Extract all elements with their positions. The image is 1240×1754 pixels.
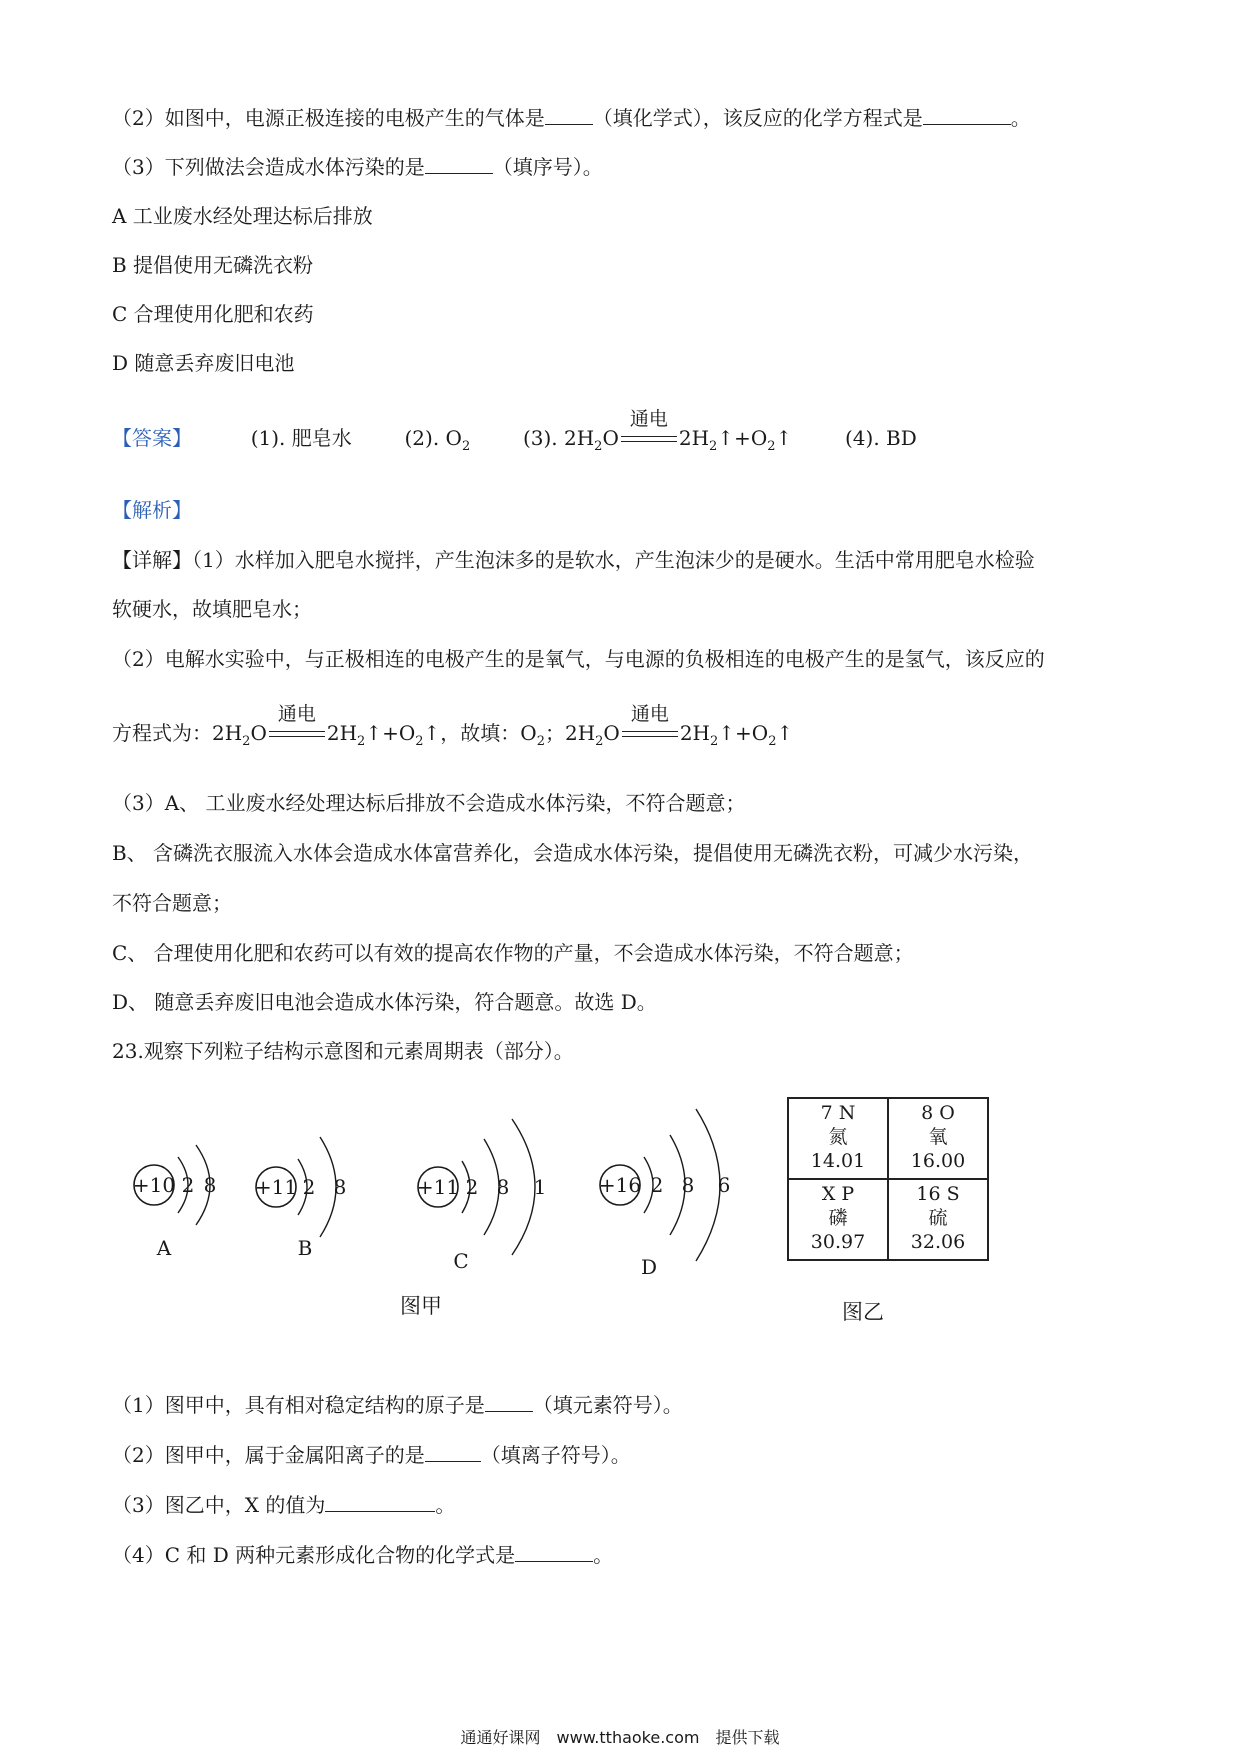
analysis-detail-1: 【详解】（1）水样加入肥皂水搅拌，产生泡沫多的是软水，产生泡沫少的是硬水。生活中常用肥皂水检验 bbox=[112, 548, 1035, 572]
page-footer: 通通好课网 www.tthaoke.com 提供下载 bbox=[460, 1728, 780, 1747]
answer-tag: 【答案】 bbox=[112, 426, 192, 450]
figure-2-caption: 图乙 bbox=[842, 1300, 884, 1324]
answer-blank[interactable] bbox=[545, 104, 593, 125]
analysis-detail-3: （2）电解水实验中，与正极相连的电极产生的是氧气，与电源的负极相连的电极产生的是氢气，该反应的 bbox=[112, 647, 1045, 671]
analysis-detail-8: D、 随意丢弃废旧电池会造成水体污染，符合题意。故选 D。 bbox=[112, 990, 657, 1014]
element-cell-o: 8 O 氧 16.00 bbox=[888, 1098, 988, 1179]
atom-b-shell-1: 2 bbox=[302, 1175, 316, 1199]
analysis-detail-2: 软硬水，故填肥皂水； bbox=[112, 597, 312, 621]
analysis-equation-line: 方程式为：$2H_2O$ 通电 $2H_2↑+O_2↑$，故填：$O_2$；$2H_2O$ 通电 $2H_2↑+O_2↑$ bbox=[112, 702, 794, 749]
analysis-detail-4: （3）A、 工业废水经处理达标后排放不会造成水体污染，不符合题意； bbox=[112, 791, 746, 815]
reaction-condition-arrow: 通电 bbox=[622, 728, 678, 742]
analysis-detail-7: C、 合理使用化肥和农药可以有效的提高农作物的产量，不会造成水体污染，不符合题意； bbox=[112, 941, 914, 965]
answer-blank[interactable] bbox=[923, 104, 1011, 125]
answer-blank[interactable] bbox=[515, 1541, 593, 1562]
atom-a-shell-1: 2 bbox=[181, 1173, 195, 1197]
element-cell-s: 16 S 硫 32.06 bbox=[888, 1179, 988, 1260]
atom-b-nucleus: +11 bbox=[254, 1175, 298, 1199]
q23-question-4: （4）C 和 D 两种元素形成化合物的化学式是 。 bbox=[112, 1543, 614, 1567]
atom-d-shell-3: 6 bbox=[717, 1173, 731, 1197]
analysis-detail-6: 不符合题意； bbox=[112, 891, 232, 915]
atom-d bbox=[599, 1109, 730, 1279]
atom-a-nucleus: +10 bbox=[132, 1173, 176, 1197]
atom-c-shell-3: 1 bbox=[533, 1175, 547, 1199]
reaction-condition-arrow: 通电 bbox=[269, 728, 325, 742]
option-a: A 工业废水经处理达标后排放 bbox=[112, 204, 373, 228]
atom-b bbox=[255, 1137, 346, 1260]
answer-3: (3). $2H_2O$ 通电 $2H_2↑+O_2↑$ bbox=[522, 407, 793, 454]
answer-2: (2). $O_2$ bbox=[404, 426, 471, 454]
q22-part3: （3）下列做法会造成水体污染的是 （填序号）。 bbox=[112, 155, 603, 179]
atom-a-shell-2: 8 bbox=[203, 1173, 217, 1197]
answer-blank[interactable] bbox=[425, 1441, 481, 1462]
analysis-detail-5: B、 含磷洗衣服流入水体会造成水体富营养化，会造成水体污染，提倡使用无磷洗衣粉，可减少水污染， bbox=[112, 841, 1034, 865]
answer-4: (4). BD bbox=[844, 426, 917, 450]
q23-question-1: （1）图甲中，具有相对稳定结构的原子是 （填元素符号）。 bbox=[112, 1393, 683, 1417]
atom-c-shell-1: 2 bbox=[465, 1175, 479, 1199]
atom-c-label: C bbox=[453, 1249, 469, 1273]
answer-blank[interactable] bbox=[485, 1391, 533, 1412]
atom-d-label: D bbox=[640, 1255, 658, 1279]
element-cell-n: 7 N 氮 14.01 bbox=[788, 1098, 888, 1179]
answer-blank[interactable] bbox=[425, 153, 493, 174]
option-d: D 随意丢弃废旧电池 bbox=[112, 351, 295, 375]
option-c: C 合理使用化肥和农药 bbox=[112, 302, 314, 326]
atom-structure-diagrams bbox=[112, 1075, 812, 1315]
periodic-table-excerpt bbox=[787, 1097, 989, 1261]
atom-c bbox=[417, 1119, 546, 1273]
answer-line bbox=[112, 407, 917, 461]
atom-a bbox=[133, 1145, 216, 1260]
reaction-condition-arrow: 通电 bbox=[621, 433, 677, 447]
figure-1-caption: 图甲 bbox=[400, 1294, 442, 1318]
option-b: B 提倡使用无磷洗衣粉 bbox=[112, 253, 314, 277]
q23-question-2: （2）图甲中，属于金属阳离子的是 （填离子符号）。 bbox=[112, 1443, 631, 1467]
atom-a-label: A bbox=[156, 1236, 172, 1260]
q23-question-3: （3）图乙中，X 的值为 。 bbox=[112, 1493, 456, 1517]
atom-c-shell-2: 8 bbox=[496, 1175, 510, 1199]
atom-b-label: B bbox=[297, 1236, 313, 1260]
analysis-tag: 【解析】 bbox=[112, 498, 192, 522]
atom-b-shell-2: 8 bbox=[333, 1175, 347, 1199]
element-cell-p: X P 磷 30.97 bbox=[788, 1179, 888, 1260]
atom-c-nucleus: +11 bbox=[416, 1175, 460, 1199]
q22-part2: （2）如图中，电源正极连接的电极产生的气体是 （填化学式），该反应的化学方程式是 。 bbox=[112, 106, 1031, 130]
answer-1: (1). 肥皂水 bbox=[250, 426, 352, 450]
atom-d-nucleus: +16 bbox=[598, 1173, 642, 1197]
answer-blank[interactable] bbox=[325, 1491, 435, 1512]
atom-d-shell-1: 2 bbox=[650, 1173, 664, 1197]
atom-d-shell-2: 8 bbox=[681, 1173, 695, 1197]
q23-title: 23.观察下列粒子结构示意图和元素周期表（部分）。 bbox=[112, 1039, 574, 1063]
